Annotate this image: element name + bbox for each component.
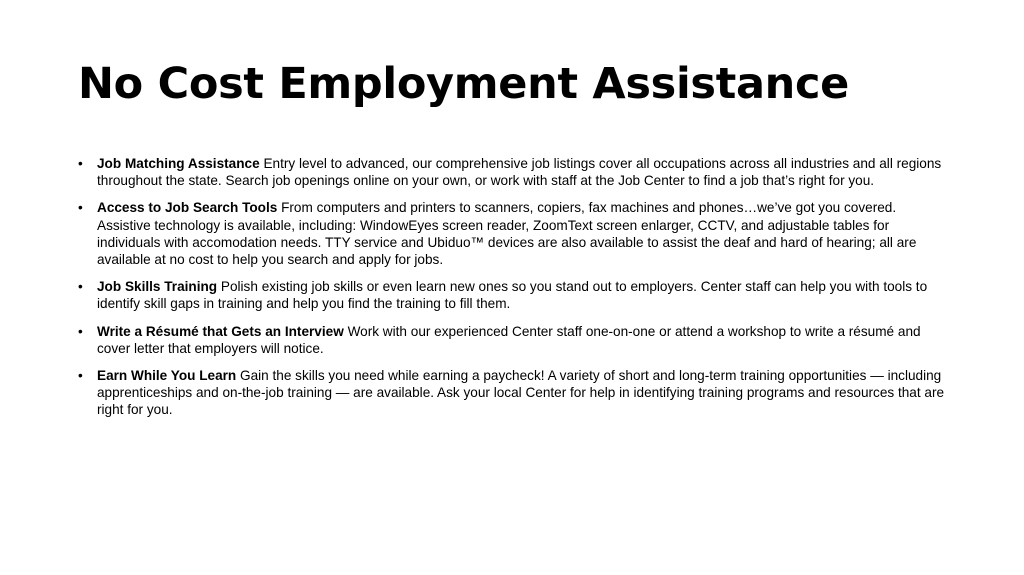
bullet-heading: Write a Résumé that Gets an Interview xyxy=(97,323,348,339)
slide-title: No Cost Employment Assistance xyxy=(78,59,850,109)
bullet-item-job-search-tools xyxy=(78,199,948,268)
bullet-item-earn-while-learn xyxy=(78,367,948,419)
bullet-text: Work with our experienced Center staff one-on-one or attend a workshop to write a résumé and cover letter that employers will notice. xyxy=(97,323,921,356)
bullet-heading: Earn While You Learn xyxy=(97,368,241,384)
bullet-icon: • xyxy=(78,323,83,339)
bullet-text: Entry level to advanced, our comprehensive job listings cover all occupations across all industries and all regions throughout the state. Search job openings online on your own, or work with staff at the Job Center to find a job that’s right for you. xyxy=(97,156,942,189)
bullet-text: Gain the skills you need while earning a paycheck! A variety of short and long-term training opportunities — including apprenticeships and on-the-job training — are available. Ask your local Center for help in identifying training programs and resources that are right for you. xyxy=(97,368,945,418)
bullet-heading: Job Matching Assistance xyxy=(97,156,264,171)
bullet-heading: Job Skills Training xyxy=(97,279,221,295)
bullet-item-job-matching xyxy=(78,155,948,189)
bullet-item-job-skills-training xyxy=(78,278,948,312)
bullet-heading: Access to Job Search Tools xyxy=(97,200,282,216)
bullet-text: Polish existing job skills or even learn new ones so you stand out to employers. Center staff can help you with tools to identify skill gaps in training and help you find the training to fill them. xyxy=(97,279,928,312)
bullet-icon: • xyxy=(78,279,83,295)
bullet-text: From computers and printers to scanners, copiers, fax machines and phones…we’ve got you covered. Assistive technology is available, including: WindowEyes screen reader, ZoomText screen enlarger, CCTV, and adjustable tables for individuals with accomodation needs. TTY service and Ubiduo™ devices are also available to assist the deaf and hard of hearing; all are available at no cost to help you search and apply for jobs. xyxy=(97,200,917,268)
bullet-item-resume xyxy=(78,323,948,357)
bullet-list xyxy=(78,155,948,429)
bullet-icon: • xyxy=(78,200,83,216)
bullet-icon: • xyxy=(78,368,83,384)
bullet-icon: • xyxy=(78,156,83,171)
